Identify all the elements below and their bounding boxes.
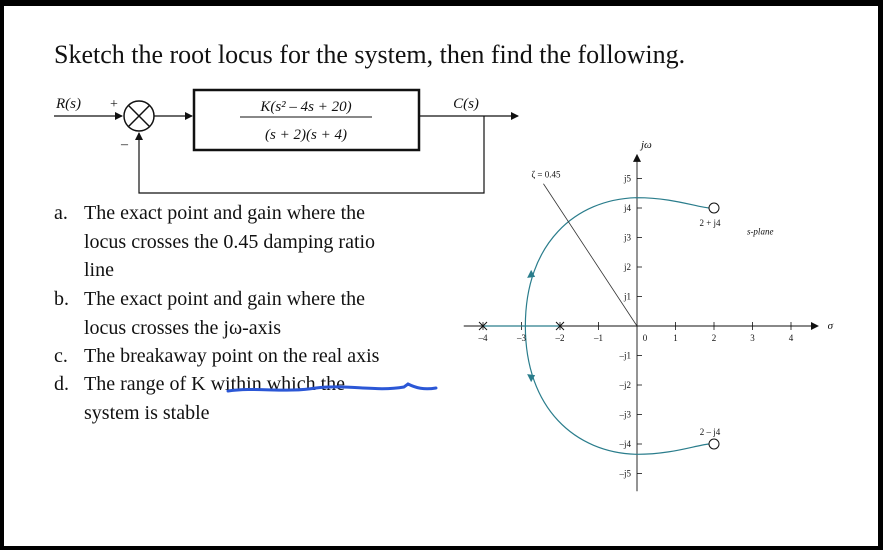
output-label: C(s) [453,96,479,112]
s-plane-label: s-plane [746,226,774,237]
root-locus-plot [452,78,832,533]
question-a-letter: a. [54,202,68,224]
question-d-line-2: system is stable [84,402,210,424]
question-b-letter: b. [54,288,69,310]
question-a-line-2: locus crosses the 0.45 damping ratio [84,231,376,253]
question-c-line-1: The breakaway point on the real axis [84,345,380,367]
imag-tick-label: j2 [623,262,631,272]
tf-numerator: K(s² – 4s + 20) [260,99,352,115]
zero-marker [709,203,719,213]
imag-tick-label: –j2 [619,380,631,390]
question-b-line-2: locus crosses the jω-axis [84,317,282,339]
real-tick-label: –3 [517,333,526,343]
imag-tick-label: j5 [623,173,631,184]
problem-title: Sketch the root locus for the system, then find the following. [54,40,686,69]
imag-tick-label: j4 [623,203,631,213]
zero-upper-label: 2 + j4 [699,218,721,228]
question-d-letter: d. [54,373,69,395]
real-tick-label: 4 [788,333,794,343]
real-tick-label: 2 [711,333,717,343]
real-tick-label: –1 [594,333,603,343]
imag-tick-label: –j3 [619,409,631,420]
imag-tick-label: j3 [623,232,631,243]
question-a-line-1: The exact point and gain where the [84,202,365,224]
sigma-axis-label: σ [827,320,834,332]
real-tick-label: –4 [478,333,488,343]
damping-ratio-line [543,184,637,326]
real-tick-label: 0 [642,333,648,343]
real-tick-label: 1 [673,333,678,343]
problem-page [4,6,878,546]
zero-lower-label: 2 – j4 [699,427,721,437]
jw-axis-label: jω [641,138,652,151]
damping-ratio-label: ζ = 0.45 [531,169,561,180]
tf-denominator: (s + 2)(s + 4) [265,127,347,143]
imag-tick-label: –j1 [619,350,631,361]
real-tick-label: 3 [750,333,755,343]
question-a-line-3: line [84,259,114,281]
plus-sign: + [110,97,118,112]
locus-branch-upper [525,198,709,326]
pen-scribble [226,378,446,398]
input-label: R(s) [56,96,81,112]
summing-junction [124,101,154,131]
imag-tick-label: –j4 [619,439,631,449]
real-tick-label: –2 [555,333,565,343]
zero-marker [709,439,719,449]
question-d-line-1: The range of K within which the [84,373,346,395]
question-c-letter: c. [54,345,68,367]
minus-sign: – [121,137,128,152]
imag-tick-label: j1 [623,291,631,302]
question-b-line-1: The exact point and gain where the [84,288,365,310]
imag-tick-label: –j5 [619,468,631,479]
locus-branch-lower [525,326,709,454]
